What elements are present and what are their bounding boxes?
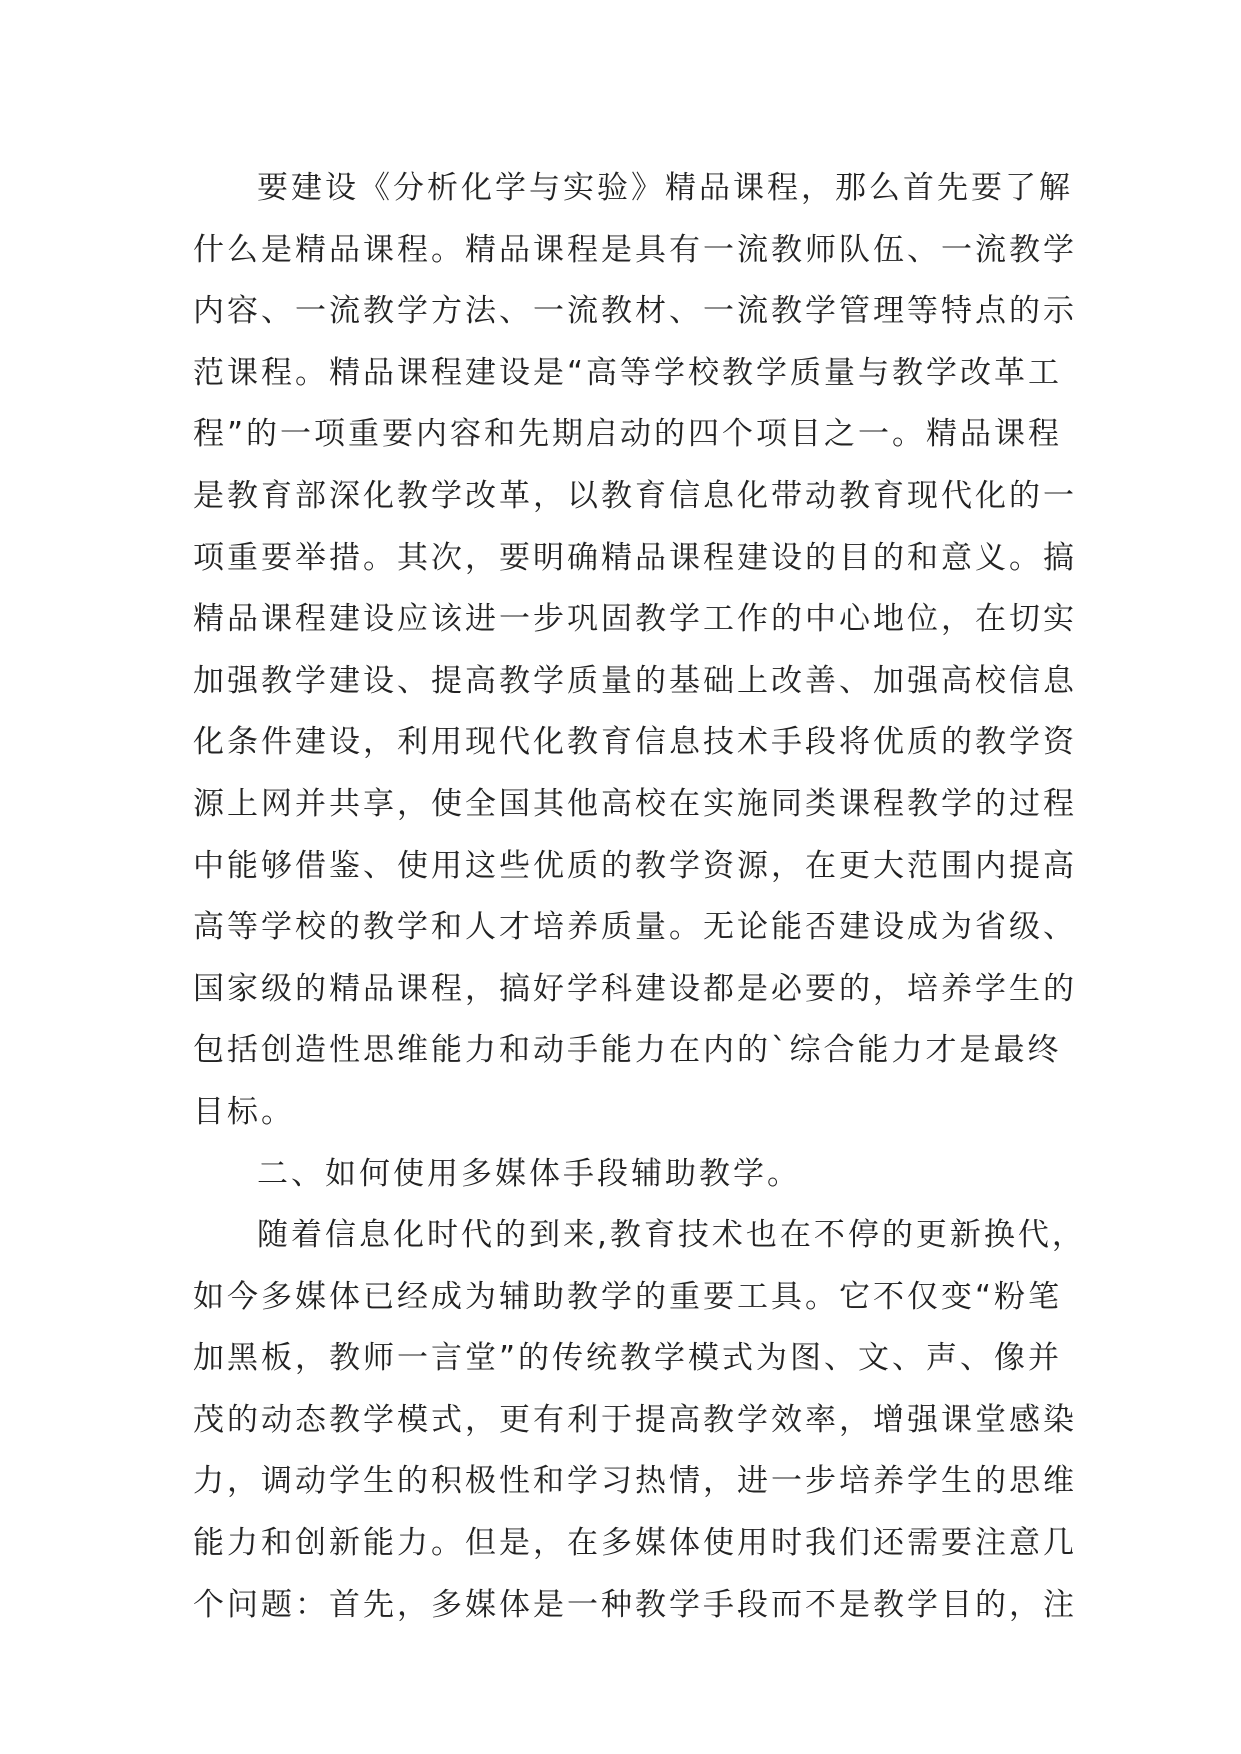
text-line-7: 项重要举措。其次，要明确精品课程建设的目的和意义。搞 [193, 539, 1077, 576]
text-line-15: 包括创造性思维能力和动手能力在内的`综合能力才是最终 [193, 1032, 1062, 1069]
text-line-21: 茂的动态教学模式，更有利于提高教学效率，增强课堂感染 [193, 1401, 1077, 1438]
text-line-22: 力，调动学生的积极性和学习热情，进一步培养学生的思维 [193, 1463, 1077, 1500]
text-line-6: 是教育部深化教学改革，以教育信息化带动教育现代化的一 [193, 477, 1077, 514]
text-line-11: 源上网并共享，使全国其他高校在实施同类课程教学的过程 [193, 785, 1077, 822]
text-line-24: 个问题：首先，多媒体是一种教学手段而不是教学目的，注 [193, 1586, 1077, 1623]
text-line-9: 加强教学建设、提高教学质量的基础上改善、加强高校信息 [193, 662, 1077, 699]
text-line-5: 程”的一项重要内容和先期启动的四个项目之一。精品课程 [193, 416, 1063, 453]
text-line-13: 高等学校的教学和人才培养质量。无论能否建设成为省级、 [193, 909, 1077, 946]
section-heading: 二、如何使用多媒体手段辅助教学。 [257, 1155, 801, 1192]
text-line-2: 什么是精品课程。精品课程是具有一流教师队伍、一流教学 [193, 231, 1077, 268]
text-line-16: 目标。 [193, 1093, 295, 1130]
text-line-10: 化条件建设，利用现代化教育信息技术手段将优质的教学资 [193, 724, 1077, 761]
text-line-18: 随着信息化时代的到来,教育技术也在不停的更新换代， [257, 1217, 1086, 1254]
text-line-3: 内容、一流教学方法、一流教材、一流教学管理等特点的示 [193, 293, 1077, 330]
text-line-12: 中能够借鉴、使用这些优质的教学资源，在更大范围内提高 [193, 847, 1077, 884]
text-line-1: 要建设《分析化学与实验》精品课程，那么首先要了解 [257, 170, 1073, 206]
text-line-19: 如今多媒体已经成为辅助教学的重要工具。它不仅变“粉笔 [193, 1278, 1063, 1315]
text-line-14: 国家级的精品课程，搞好学科建设都是必要的，培养学生的 [193, 970, 1077, 1007]
text-line-23: 能力和创新能力。但是，在多媒体使用时我们还需要注意几 [193, 1525, 1077, 1562]
text-line-8: 精品课程建设应该进一步巩固教学工作的中心地位，在切实 [193, 601, 1077, 638]
text-line-4: 范课程。精品课程建设是“高等学校教学质量与教学改革工 [193, 354, 1063, 391]
text-line-20: 加黑板，教师一言堂”的传统教学模式为图、文、声、像并 [193, 1340, 1063, 1377]
body-text [193, 158, 1086, 1636]
